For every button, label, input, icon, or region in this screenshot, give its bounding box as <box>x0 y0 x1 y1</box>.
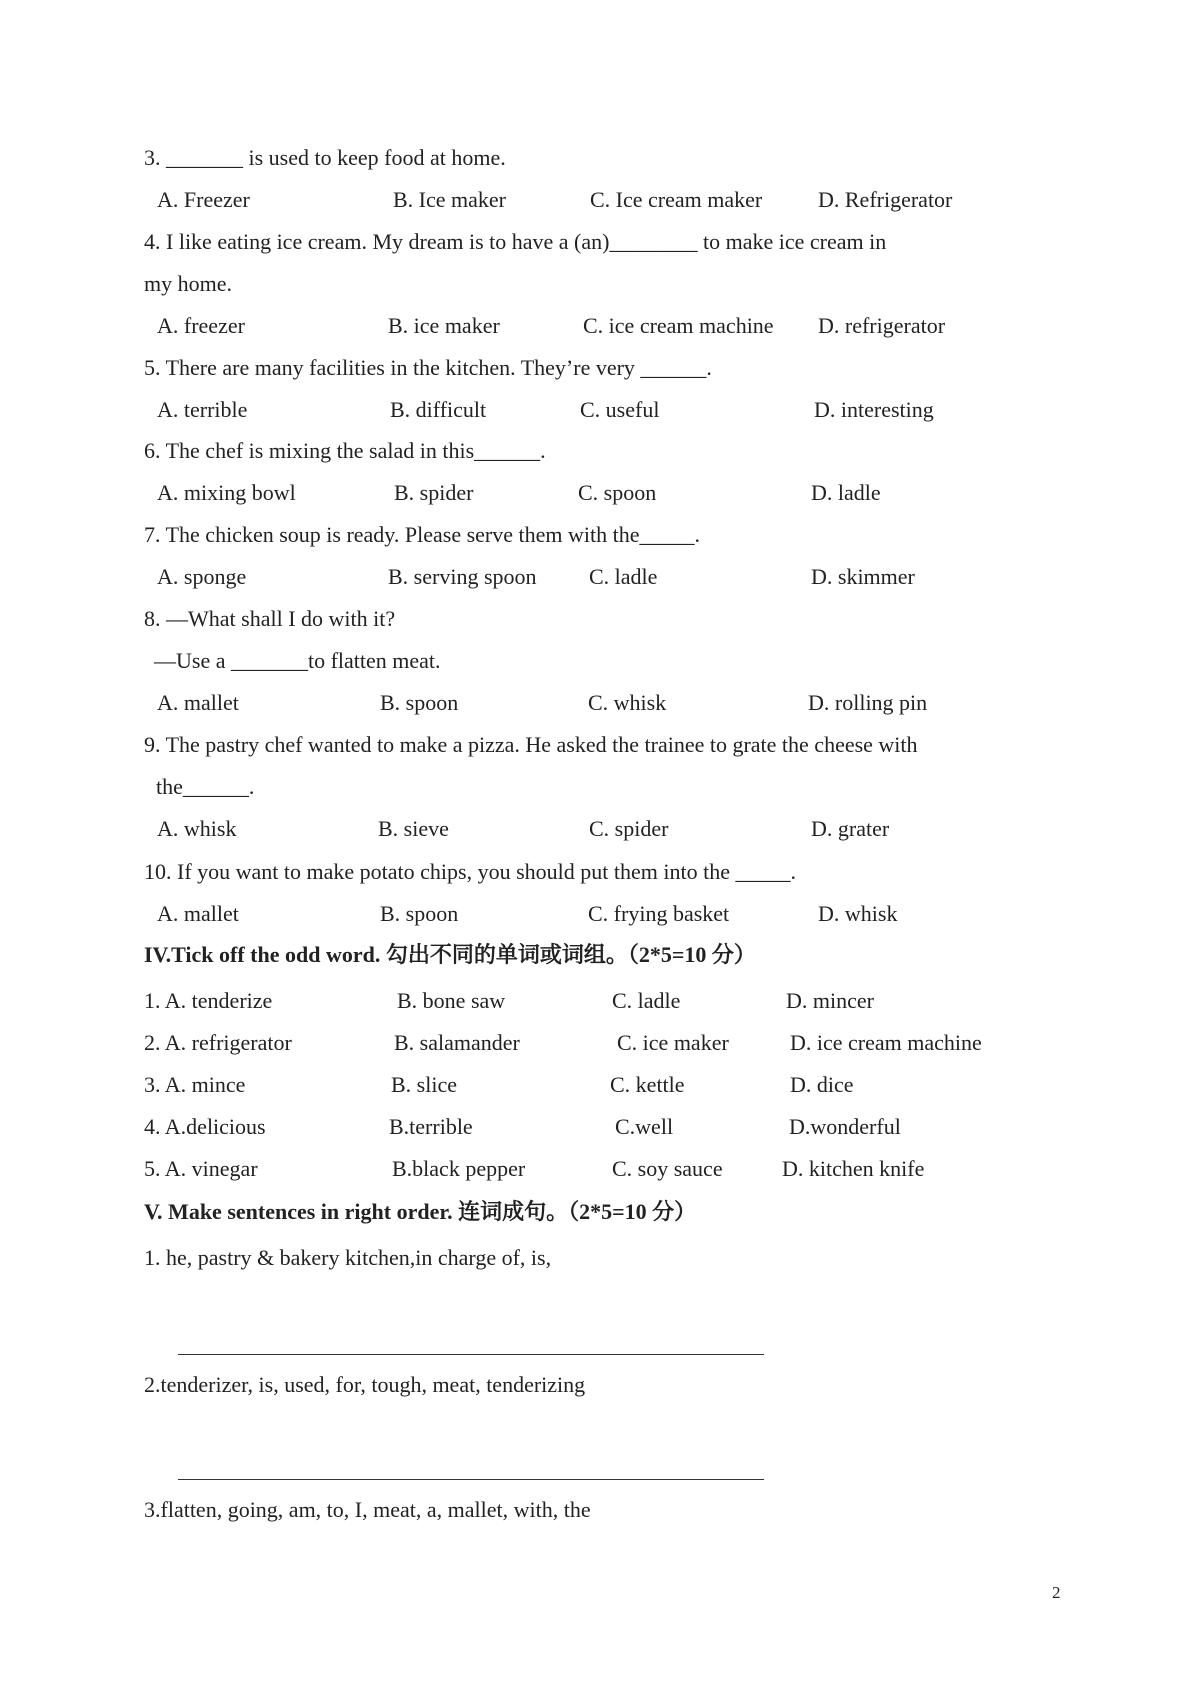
question-7-stem: 7. The chicken soup is ready. Please serve them with the_____. <box>144 522 700 547</box>
q5-option-b: B. difficult <box>390 397 487 422</box>
q6-option-c: C. spoon <box>578 480 657 505</box>
q6-option-b: B. spider <box>394 480 474 505</box>
section-5-heading: V. Make sentences in right order. 连词成句。（2*5=10 分） <box>144 1199 697 1224</box>
odd-word-3-c: C. kettle <box>610 1072 685 1097</box>
odd-word-5-d: D. kitchen knife <box>782 1156 925 1181</box>
q8-option-b: B. spoon <box>380 690 459 715</box>
question-8-stem-continued: —Use a _______to flatten meat. <box>154 648 441 673</box>
q3-option-d: D. Refrigerator <box>818 187 953 212</box>
q9-option-d: D. grater <box>811 816 890 841</box>
q5-option-d: D. interesting <box>814 397 934 422</box>
q8-option-a: A. mallet <box>157 690 239 715</box>
odd-word-2-a: 2. A. refrigerator <box>144 1030 292 1055</box>
answer-line-1[interactable] <box>178 1354 764 1355</box>
odd-word-1-c: C. ladle <box>612 988 681 1013</box>
odd-word-5-b: B.black pepper <box>392 1156 526 1181</box>
sentence-item-2: 2.tenderizer, is, used, for, tough, meat, tenderizing <box>144 1372 586 1397</box>
q8-option-c: C. whisk <box>588 690 667 715</box>
q10-option-c: C. frying basket <box>588 901 730 926</box>
odd-word-2-c: C. ice maker <box>617 1030 729 1055</box>
odd-word-3-d: D. dice <box>790 1072 854 1097</box>
q10-option-d: D. whisk <box>818 901 898 926</box>
question-3-stem: 3. _______ is used to keep food at home. <box>144 145 506 170</box>
q5-option-c: C. useful <box>580 397 660 422</box>
q3-option-b: B. Ice maker <box>393 187 506 212</box>
odd-word-3-a: 3. A. mince <box>144 1072 246 1097</box>
q3-option-a: A. Freezer <box>157 187 250 212</box>
question-9-stem: 9. The pastry chef wanted to make a pizza. He asked the trainee to grate the cheese with <box>144 732 918 757</box>
q10-option-a: A. mallet <box>157 901 239 926</box>
q8-option-d: D. rolling pin <box>808 690 928 715</box>
q3-option-c: C. Ice cream maker <box>590 187 763 212</box>
odd-word-4-c: C.well <box>615 1114 674 1139</box>
q9-option-c: C. spider <box>589 816 669 841</box>
q4-option-a: A. freezer <box>157 313 245 338</box>
odd-word-4-d: D.wonderful <box>789 1114 901 1139</box>
odd-word-2-d: D. ice cream machine <box>790 1030 982 1055</box>
question-6-stem: 6. The chef is mixing the salad in this______. <box>144 438 546 463</box>
sentence-item-1: 1. he, pastry & bakery kitchen,in charge of, is, <box>144 1245 552 1270</box>
question-4-stem-continued: my home. <box>144 271 232 296</box>
q6-option-a: A. mixing bowl <box>157 480 296 505</box>
q7-option-d: D. skimmer <box>811 564 915 589</box>
q4-option-d: D. refrigerator <box>818 313 946 338</box>
odd-word-5-c: C. soy sauce <box>612 1156 723 1181</box>
q7-option-c: C. ladle <box>589 564 658 589</box>
q7-option-a: A. sponge <box>157 564 247 589</box>
question-9-stem-continued: the______. <box>156 774 255 799</box>
q4-option-b: B. ice maker <box>388 313 500 338</box>
odd-word-1-d: D. mincer <box>786 988 874 1013</box>
answer-line-2[interactable] <box>178 1479 764 1480</box>
question-8-stem: 8. —What shall I do with it? <box>144 606 396 631</box>
question-4-stem: 4. I like eating ice cream. My dream is to have a (an)________ to make ice cream in <box>144 229 887 254</box>
odd-word-2-b: B. salamander <box>394 1030 520 1055</box>
q9-option-a: A. whisk <box>157 816 237 841</box>
sentence-item-3: 3.flatten, going, am, to, I, meat, a, mallet, with, the <box>144 1497 591 1522</box>
section-4-heading: IV.Tick off the odd word. 勾出不同的单词或词组。（2*5=10 分） <box>144 942 756 967</box>
q10-option-b: B. spoon <box>380 901 459 926</box>
q6-option-d: D. ladle <box>811 480 881 505</box>
odd-word-4-a: 4. A.delicious <box>144 1114 266 1139</box>
odd-word-3-b: B. slice <box>391 1072 457 1097</box>
question-5-stem: 5. There are many facilities in the kitchen. They’re very ______. <box>144 355 712 380</box>
page-number: 2 <box>1052 1583 1061 1602</box>
q7-option-b: B. serving spoon <box>388 564 537 589</box>
q4-option-c: C. ice cream machine <box>583 313 774 338</box>
q9-option-b: B. sieve <box>378 816 449 841</box>
odd-word-5-a: 5. A. vinegar <box>144 1156 258 1181</box>
odd-word-4-b: B.terrible <box>389 1114 473 1139</box>
question-10-stem: 10. If you want to make potato chips, you should put them into the _____. <box>144 859 796 884</box>
odd-word-1-b: B. bone saw <box>397 988 506 1013</box>
odd-word-1-a: 1. A. tenderize <box>144 988 273 1013</box>
q5-option-a: A. terrible <box>157 397 248 422</box>
